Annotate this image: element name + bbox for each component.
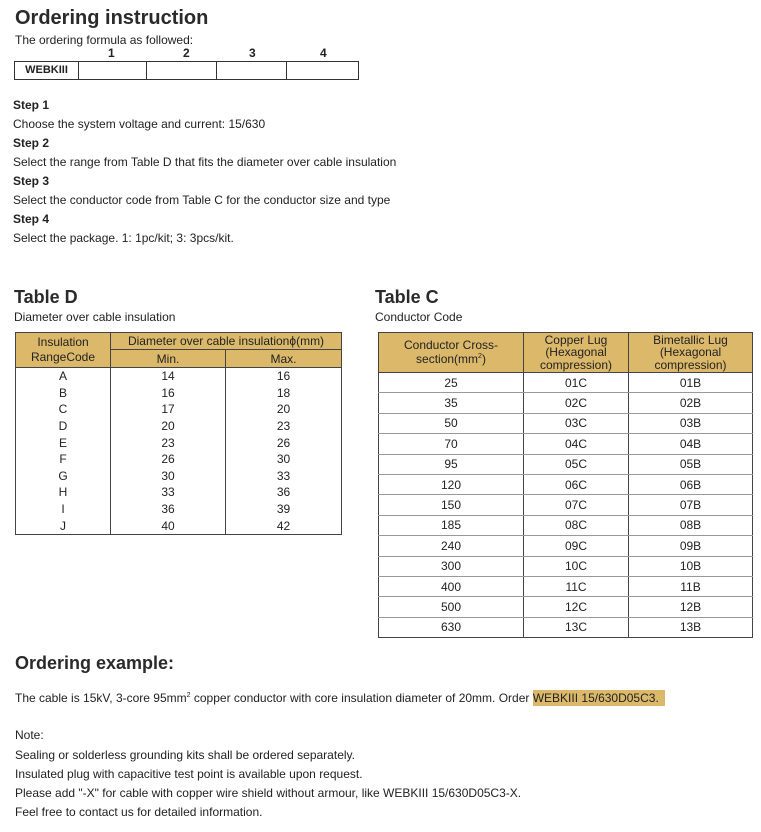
min-diameter: 14 [111, 368, 226, 385]
range-code: A [16, 368, 111, 385]
header-copper-lug: Copper Lug (Hexagonal compression) [524, 333, 629, 373]
position-1: 1 [108, 46, 115, 60]
cross-section: 150 [379, 495, 524, 515]
min-diameter: 33 [111, 484, 226, 501]
steps [13, 96, 396, 248]
min-diameter: 23 [111, 434, 226, 451]
copper-lug-code: 12C [524, 597, 629, 617]
bimetallic-lug-code: 04B [629, 434, 753, 454]
example-text: The cable is 15kV, 3-core $95mm^2$ copper conductor with core insulation diameter of 20mm. Order WEBKIII 15/630D05C3. [15, 691, 665, 705]
min-diameter: 30 [111, 468, 226, 485]
table-row [379, 576, 753, 596]
step-3-text: Select the conductor code from Table C for the conductor size and type [13, 193, 391, 207]
header-cross-section: Conductor Cross-$section(mm^2)$ [379, 333, 524, 373]
min-diameter: 26 [111, 451, 226, 468]
max-diameter: 23 [226, 418, 342, 435]
copper-lug-code: 11C [524, 576, 629, 596]
table-row [379, 413, 753, 433]
cross-section: 400 [379, 576, 524, 596]
cross-section: 185 [379, 515, 524, 535]
bimetallic-lug-code: 09B [629, 536, 753, 556]
note-item: Feel free to contact us for detailed information. [15, 805, 263, 819]
bimetallic-lug-code: 08B [629, 515, 753, 535]
max-diameter: 39 [226, 501, 342, 518]
min-diameter: 17 [111, 401, 226, 418]
bimetallic-lug-code: 01B [629, 373, 753, 393]
copper-lug-code: 13C [524, 617, 629, 637]
table-row [379, 536, 753, 556]
step-1-label: Step 1 [13, 98, 50, 112]
note-item: Please add "-X" for cable with copper wire shield without armour, like WEBKIII 15/630D05C3-X. [15, 786, 522, 800]
bimetallic-lug-code: 11B [629, 576, 753, 596]
table-d-title: Table D [14, 287, 78, 307]
min-diameter: 40 [111, 517, 226, 534]
step-2-label: Step 2 [13, 136, 50, 150]
copper-lug-code: 10C [524, 556, 629, 576]
cross-section: 35 [379, 393, 524, 413]
example-order-code: WEBKIII 15/630D05C3. [533, 690, 665, 706]
ordering-formula [14, 61, 359, 80]
cross-section: 240 [379, 536, 524, 556]
table-row [16, 484, 342, 501]
header-bimetallic-lug: Bimetallic Lug (Hexagonal compression) [629, 333, 753, 373]
range-code: H [16, 484, 111, 501]
cross-section: 120 [379, 474, 524, 494]
header-max: Max. [226, 350, 342, 368]
formula-slot-3 [217, 62, 287, 80]
note-item: Sealing or solderless grounding kits shall be ordered separately. [15, 748, 355, 762]
cross-section: 50 [379, 413, 524, 433]
copper-lug-code: 03C [524, 413, 629, 433]
table-row [379, 474, 753, 494]
formula-slot-2 [147, 62, 217, 80]
bimetallic-lug-code: 13B [629, 617, 753, 637]
page-title: Ordering instruction [15, 7, 209, 29]
table-row [379, 495, 753, 515]
table-row [379, 373, 753, 393]
copper-lug-code: 05C [524, 454, 629, 474]
copper-lug-code: 02C [524, 393, 629, 413]
bimetallic-lug-code: 10B [629, 556, 753, 576]
range-code: G [16, 468, 111, 485]
copper-lug-code: 06C [524, 474, 629, 494]
bimetallic-lug-code: 07B [629, 495, 753, 515]
bimetallic-lug-code: 02B [629, 393, 753, 413]
min-diameter: 36 [111, 501, 226, 518]
cross-section: 300 [379, 556, 524, 576]
bimetallic-lug-code: 12B [629, 597, 753, 617]
cross-section: 70 [379, 434, 524, 454]
position-2: 2 [183, 46, 190, 60]
notes-list [15, 746, 521, 822]
max-diameter: 16 [226, 368, 342, 385]
table-row [379, 515, 753, 535]
table-row [16, 468, 342, 485]
step-4-label: Step 4 [13, 212, 50, 226]
table-c-subtitle: Conductor Code [375, 310, 463, 324]
copper-lug-code: 07C [524, 495, 629, 515]
step-1-text: Choose the system voltage and current: 15/630 [13, 117, 266, 131]
note-label: Note: [15, 728, 44, 742]
range-code: F [16, 451, 111, 468]
max-diameter: 20 [226, 401, 342, 418]
bimetallic-lug-code: 03B [629, 413, 753, 433]
table-row [16, 418, 342, 435]
table-row [379, 597, 753, 617]
formula-slot-1 [79, 62, 147, 80]
step-3-label: Step 3 [13, 174, 50, 188]
table-row [379, 556, 753, 576]
copper-lug-code: 09C [524, 536, 629, 556]
cross-section: 500 [379, 597, 524, 617]
formula-slot-4 [287, 62, 359, 80]
step-2-text: Select the range from Table D that fits the diameter over cable insulation [13, 155, 397, 169]
copper-lug-code: 08C [524, 515, 629, 535]
range-code: I [16, 501, 111, 518]
table-c-title: Table C [375, 287, 439, 307]
position-3: 3 [249, 46, 256, 60]
header-min: Min. [111, 350, 226, 368]
table-d [15, 332, 342, 535]
table-row [16, 368, 342, 385]
table-row [16, 434, 342, 451]
max-diameter: 36 [226, 484, 342, 501]
bimetallic-lug-code: 06B [629, 474, 753, 494]
table-c [378, 332, 753, 638]
copper-lug-code: 01C [524, 373, 629, 393]
formula-prefix: WEBKIII [15, 62, 79, 80]
table-row [379, 393, 753, 413]
table-row [16, 501, 342, 518]
position-4: 4 [320, 46, 327, 60]
max-diameter: 18 [226, 385, 342, 402]
table-row [379, 617, 753, 637]
range-code: B [16, 385, 111, 402]
header-diameter: Diameter over cable insulationϕ(mm) [111, 333, 342, 350]
table-row [379, 434, 753, 454]
copper-lug-code: 04C [524, 434, 629, 454]
range-code: E [16, 434, 111, 451]
table-row [379, 454, 753, 474]
table-row [16, 451, 342, 468]
step-4-text: Select the package. 1: 1pc/kit; 3: 3pcs/kit. [13, 231, 234, 245]
max-diameter: 33 [226, 468, 342, 485]
range-code: J [16, 517, 111, 534]
max-diameter: 42 [226, 517, 342, 534]
header-range-code: Insulation RangeCode [16, 333, 111, 368]
table-row [16, 401, 342, 418]
cross-section: 630 [379, 617, 524, 637]
max-diameter: 30 [226, 451, 342, 468]
max-diameter: 26 [226, 434, 342, 451]
cross-section: 95 [379, 454, 524, 474]
min-diameter: 20 [111, 418, 226, 435]
note-item: Insulated plug with capacitive test point is available upon request. [15, 767, 363, 781]
table-d-subtitle: Diameter over cable insulation [14, 310, 176, 324]
bimetallic-lug-code: 05B [629, 454, 753, 474]
table-row [16, 385, 342, 402]
cross-section: 25 [379, 373, 524, 393]
range-code: D [16, 418, 111, 435]
table-row [16, 517, 342, 534]
formula-caption: The ordering formula as followed: [15, 33, 194, 47]
example-title: Ordering example: [15, 653, 175, 673]
min-diameter: 16 [111, 385, 226, 402]
range-code: C [16, 401, 111, 418]
